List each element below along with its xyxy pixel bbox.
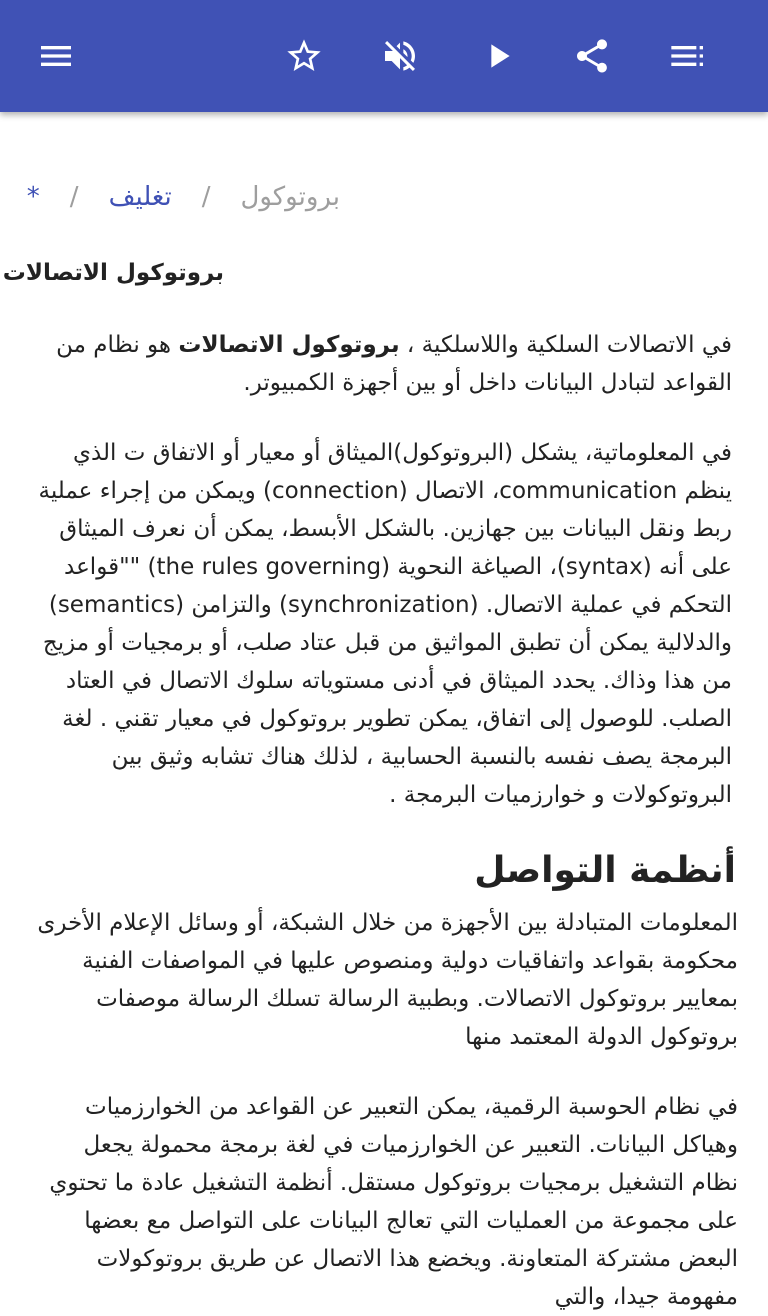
app-toolbar: [0, 0, 768, 112]
intro-text-start: في الاتصالات السلكية واللاسلكية ،: [399, 332, 732, 358]
breadcrumb-link-root[interactable]: *: [26, 182, 40, 212]
section-paragraph-1: المعلومات المتبادلة بين الأجهزة من خلال الشبكة، أو وسائل الإعلام الأخرى محكومة بقواعد واتفاقيات دولية ومنصوص عليها في المواصفات الفنية بمعايير بروتوكول الاتصالات. وبطبية الرسالة تسلك الرسالة موصفات بروتوكول الدولة المعتمد منها: [37, 910, 738, 1050]
section-paragraph-2: في نظام الحوسبة الرقمية، يمكن التعبير عن القواعد من الخوارزميات وهياكل البيانات. التعبير عن الخوارزميات في لغة برمجة محمولة يجعل نظام التشغيل برمجيات بروتوكول مستقل. أنظمة التشغيل عادة ما تحتوي على مجموعة من العمليات التي تعالج البيانات على التواصل مع بعضها البعض مشتركة المتعاونة. ويخضع هذا الاتصال عن طريق بروتوكولات مفهومة جيدا، والتي: [49, 1094, 738, 1310]
menu-icon: [36, 36, 76, 76]
breadcrumb: [27, 182, 340, 212]
play-button[interactable]: [474, 32, 522, 80]
star-outline-icon: [284, 36, 324, 76]
volume-off-icon: [380, 36, 420, 76]
playlist-icon: [668, 36, 708, 76]
breadcrumb-link-encapsulation[interactable]: تغليف: [108, 182, 172, 212]
play-icon: [478, 36, 518, 76]
intro-bold-term: بروتوكول الاتصالات: [178, 332, 400, 358]
breadcrumb-separator: /: [69, 182, 79, 212]
article-title: بروتوكول الاتصالات: [2, 260, 224, 286]
breadcrumb-separator: /: [201, 182, 211, 212]
intro-text-end: هو نظام من القواعد لتبادل البيانات داخل أو بين أجهزة الكمبيوتر.: [56, 332, 732, 396]
menu-button[interactable]: [32, 32, 80, 80]
intro-paragraph: [32, 326, 732, 402]
breadcrumb-current: بروتوكول: [240, 182, 340, 212]
definition-paragraph: في المعلوماتية، يشكل (البروتوكول)الميثاق أو معيار أو الاتفاق ت الذي ينظم communication، الاتصال (connection) ويمكن من إجراء عملية ربط ونقل البيانات بين جهازين. بالشكل الأبسط، يمكن أن نعرف الميثاق على أنه (syntax)، الصياغة النحوية (the rules governing) ""قواعد التحكم في عملية الاتصال. (synchronization) والتزامن (semantics) والدلالية يمكن أن تطبق المواثيق من قبل عتاد صلب، أو برمجيات أو مزيج من هذا وذاك. يحدد الميثاق في أدنى مستوياته سلوك الاتصال في العتاد الصلب. للوصول إلى اتفاق، يمكن تطوير بروتوكول في معيار تقني . لغة البرمجة يصف نفسه بالنسبة الحسابية ، لذلك هناك تشابه وثيق بين البروتوكولات و خوارزميات البرمجة .: [38, 440, 732, 808]
share-button[interactable]: [568, 32, 616, 80]
section-heading: أنظمة التواصل: [474, 850, 736, 891]
contents-button[interactable]: [664, 32, 712, 80]
mute-button[interactable]: [376, 32, 424, 80]
share-icon: [572, 36, 612, 76]
article-content: [0, 112, 768, 1310]
favorite-button[interactable]: [280, 32, 328, 80]
